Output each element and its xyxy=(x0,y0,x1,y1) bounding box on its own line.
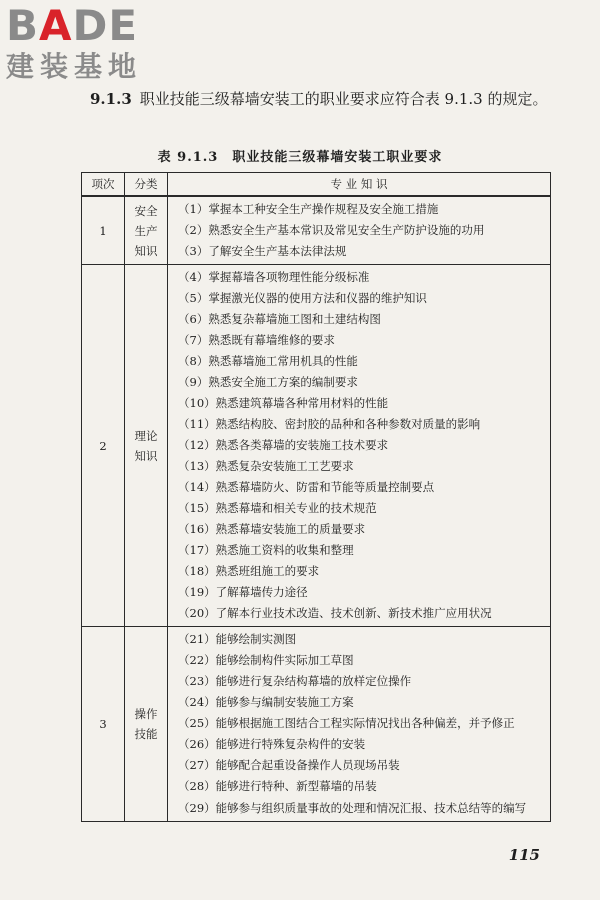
logo-subtitle: 建装基地 xyxy=(6,50,143,83)
row-category: 操作技能 xyxy=(125,627,168,822)
list-item: （14）熟悉幕墙防火、防雷和节能等质量控制要点 xyxy=(178,480,435,494)
list-item: （17）熟悉施工资料的收集和整理 xyxy=(178,543,354,557)
table-row xyxy=(82,627,551,822)
list-item: （18）熟悉班组施工的要求 xyxy=(178,564,320,578)
row-number: 1 xyxy=(82,196,125,265)
row-number: 3 xyxy=(82,627,125,822)
clause-number: 9.1.3 xyxy=(90,90,132,108)
header-category: 分类 xyxy=(125,173,168,197)
clause-text: 职业技能三级幕墙安装工的职业要求应符合表 9.1.3 的规定。 xyxy=(139,90,548,108)
logo-wordmark: BADE xyxy=(6,1,139,50)
clause-paragraph xyxy=(90,86,550,113)
table-title: 表 9.1.3 职业技能三级幕墙安装工职业要求 xyxy=(157,150,443,165)
table-header-row xyxy=(82,173,551,197)
list-item: （5）掌握激光仪器的使用方法和仪器的维护知识 xyxy=(178,291,427,305)
list-item: （15）熟悉幕墙和相关专业的技术规范 xyxy=(178,501,377,515)
list-item: （25）能够根据施工图结合工程实际情况找出各种偏差，并予修正 xyxy=(178,716,515,730)
list-item: （21）能够绘制实测图 xyxy=(178,632,297,646)
list-item: （20）了解本行业技术改造、技术创新、新技术推广应用状况 xyxy=(178,606,492,620)
list-item: （26）能够进行特殊复杂构件的安装 xyxy=(178,737,366,751)
list-item: （23）能够进行复杂结构幕墙的放样定位操作 xyxy=(178,674,412,688)
list-item: （3）了解安全生产基本法律法规 xyxy=(178,244,347,258)
row-items xyxy=(168,627,551,822)
list-item: （29）能够参与组织质量事故的处理和情况汇报、技术总结等的编写 xyxy=(178,801,527,815)
list-item: （10）熟悉建筑幕墙各种常用材料的性能 xyxy=(178,396,389,410)
list-item: （7）熟悉既有幕墙维修的要求 xyxy=(178,333,335,347)
list-item: （11）熟悉结构胶、密封胶的品种和各种参数对质量的影响 xyxy=(178,417,481,431)
list-item: （22）能够绘制构件实际加工草图 xyxy=(178,653,354,667)
requirements-table xyxy=(81,172,551,822)
list-item: （12）熟悉各类幕墙的安装施工技术要求 xyxy=(178,438,389,452)
row-number: 2 xyxy=(82,265,125,627)
logo xyxy=(6,1,186,84)
table-row xyxy=(82,265,551,627)
list-item: （27）能够配合起重设备操作人员现场吊装 xyxy=(178,758,400,772)
row-items xyxy=(168,196,551,265)
list-item: （4）掌握幕墙各项物理性能分级标准 xyxy=(178,270,370,284)
row-category: 理论知识 xyxy=(125,265,168,627)
list-item: （1）掌握本工种安全生产操作规程及安全施工措施 xyxy=(178,202,439,216)
header-knowledge: 专 业 知 识 xyxy=(168,173,551,197)
list-item: （8）熟悉幕墙施工常用机具的性能 xyxy=(178,354,358,368)
list-item: （24）能够参与编制安装施工方案 xyxy=(178,695,354,709)
row-category: 安全生产知识 xyxy=(125,196,168,265)
list-item: （9）熟悉安全施工方案的编制要求 xyxy=(178,375,358,389)
header-no: 项次 xyxy=(82,173,125,197)
row-items xyxy=(168,265,551,627)
list-item: （16）熟悉幕墙安装施工的质量要求 xyxy=(178,522,366,536)
list-item: （19）了解幕墙传力途径 xyxy=(178,585,308,599)
table-row xyxy=(82,196,551,265)
list-item: （6）熟悉复杂幕墙施工图和土建结构图 xyxy=(178,312,381,326)
page-number: 115 xyxy=(508,846,540,864)
list-item: （13）熟悉复杂安装施工工艺要求 xyxy=(178,459,354,473)
list-item: （28）能够进行特种、新型幕墙的吊装 xyxy=(178,779,377,793)
list-item: （2）熟悉安全生产基本常识及常见安全生产防护设施的功用 xyxy=(178,223,485,237)
